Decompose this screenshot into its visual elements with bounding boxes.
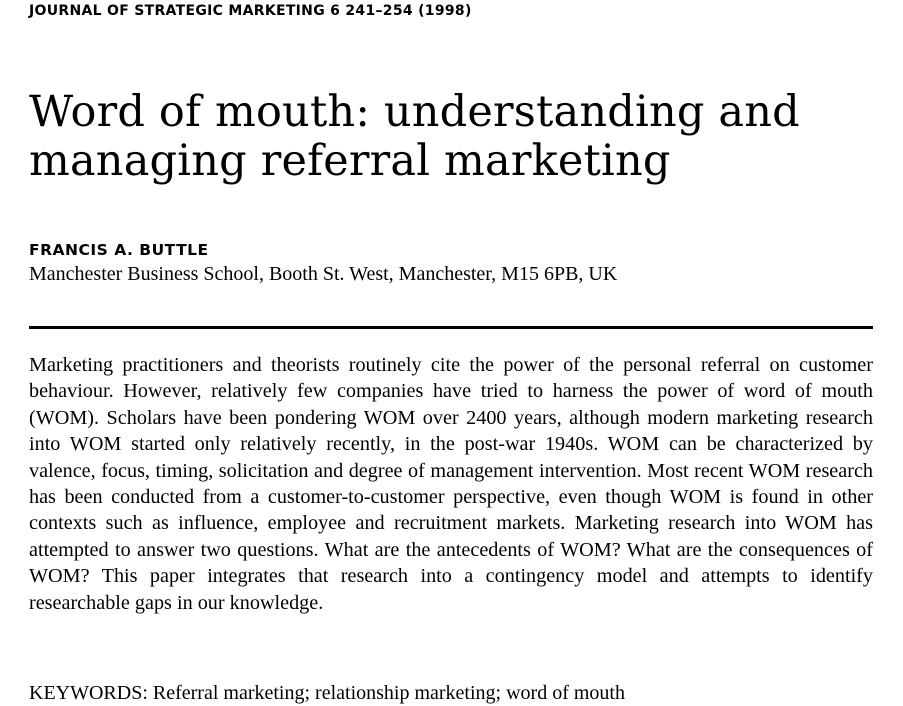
article-title-line-2: managing referral marketing bbox=[29, 136, 671, 186]
section-divider bbox=[29, 326, 873, 329]
journal-citation: JOURNAL OF STRATEGIC MARKETING 6 241–254 (1998) bbox=[29, 3, 472, 19]
author-affiliation: Manchester Business School, Booth St. West, Manchester, M15 6PB, UK bbox=[29, 263, 618, 285]
article-title bbox=[29, 88, 873, 186]
article-title-line-1: Word of mouth: understanding and bbox=[29, 87, 800, 137]
abstract-text: Marketing practitioners and theorists routinely cite the power of the personal referral on customer behaviour. However, relatively few companies have tried to harness the power of word of mouth (WOM). Scholars have been pondering WOM over 2400 years, although modern marketing research into WOM started only relatively recently, in the post-war 1940s. WOM can be characterized by valence, focus, timing, solicitation and degree of management intervention. Most recent WOM research has been conducted from a customer-to-customer perspective, even though WOM is found in other contexts such as influence, employee and recruitment markets. Marketing research into WOM has attempted to answer two questions. What are the antecedents of WOM? What are the consequences of WOM? This paper integrates that research into a contingency model and attempts to identify researchable gaps in our knowledge. bbox=[29, 354, 873, 614]
keywords-line: KEYWORDS: Referral marketing; relationship marketing; word of mouth bbox=[29, 682, 625, 704]
author-name: FRANCIS A. BUTTLE bbox=[29, 241, 209, 259]
